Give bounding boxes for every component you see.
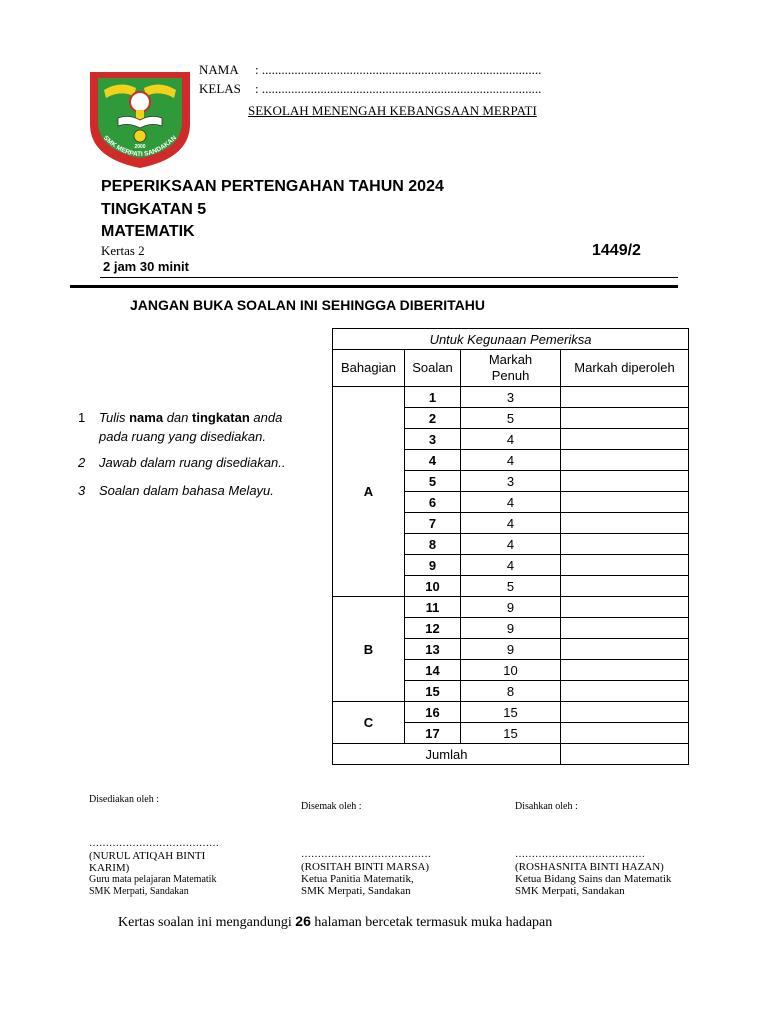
logo-year: 2000	[134, 144, 146, 150]
full-marks: 3	[461, 471, 561, 492]
question-number: 4	[405, 450, 461, 471]
marks-obtained-cell[interactable]	[561, 681, 689, 702]
divider-thin	[100, 277, 678, 278]
school-logo	[84, 66, 196, 170]
full-marks: 4	[461, 429, 561, 450]
marks-obtained-cell[interactable]	[561, 660, 689, 681]
warning-notice: JANGAN BUKA SOALAN INI SEHINGGA DIBERITAHU	[130, 297, 485, 313]
subject-title: MATEMATIK	[101, 223, 195, 240]
total-row	[333, 744, 689, 765]
instruction-number: 2	[78, 455, 86, 470]
section-label: A	[333, 387, 405, 597]
full-marks: 15	[461, 702, 561, 723]
question-number: 6	[405, 492, 461, 513]
section-label: C	[333, 702, 405, 744]
signature-line: …………………………………	[301, 849, 431, 860]
question-number: 8	[405, 534, 461, 555]
full-marks: 10	[461, 660, 561, 681]
header-marks-obtained: Markah diperoleh	[561, 350, 689, 387]
signatory-org: SMK Merpati, Sandakan	[515, 885, 625, 897]
question-number: 1	[405, 387, 461, 408]
marks-obtained-cell[interactable]	[561, 639, 689, 660]
full-marks: 4	[461, 492, 561, 513]
examiner-marks-table	[332, 328, 689, 765]
marks-obtained-cell[interactable]	[561, 555, 689, 576]
question-number: 12	[405, 618, 461, 639]
signature-line: …………………………………	[515, 849, 645, 860]
form-level: TINGKATAN 5	[101, 201, 207, 218]
signature-heading: Disediakan oleh :	[89, 794, 159, 805]
marks-obtained-cell[interactable]	[561, 408, 689, 429]
logo-gear	[134, 130, 146, 142]
marks-obtained-cell[interactable]	[561, 597, 689, 618]
signatory-name: (NURUL ATIQAH BINTI KARIM)	[89, 850, 206, 874]
full-marks: 15	[461, 723, 561, 744]
marks-obtained-cell[interactable]	[561, 387, 689, 408]
table-row	[333, 597, 689, 618]
table-caption: Untuk Kegunaan Pemeriksa	[333, 329, 689, 350]
exam-duration: 2 jam 30 minit	[103, 259, 189, 274]
question-number: 10	[405, 576, 461, 597]
full-marks: 5	[461, 576, 561, 597]
instruction-2: 2 Jawab dalam ruang disediakan..	[78, 455, 286, 470]
signature-heading: Disemak oleh :	[301, 801, 362, 812]
school-name: SEKOLAH MENENGAH KEBANGSAAN MERPATI	[248, 103, 537, 118]
page-count-footer: Kertas soalan ini mengandungi 26 halaman bercetak termasuk muka hadapan	[118, 913, 553, 930]
marks-obtained-cell[interactable]	[561, 513, 689, 534]
full-marks: 9	[461, 639, 561, 660]
full-marks: 9	[461, 618, 561, 639]
question-number: 2	[405, 408, 461, 429]
signature-reviewed	[301, 801, 431, 897]
question-number: 17	[405, 723, 461, 744]
full-marks: 4	[461, 450, 561, 471]
question-number: 11	[405, 597, 461, 618]
marks-obtained-cell[interactable]	[561, 534, 689, 555]
question-number: 15	[405, 681, 461, 702]
table-row	[333, 702, 689, 723]
question-number: 5	[405, 471, 461, 492]
marks-obtained-cell[interactable]	[561, 723, 689, 744]
name-separator: :	[255, 62, 259, 77]
full-marks: 3	[461, 387, 561, 408]
signature-prepared	[89, 794, 229, 898]
instruction-1: 1 Tulis nama dan tingkatan anda pada ruang yang disediakan.	[78, 410, 283, 444]
total-marks-cell[interactable]	[561, 744, 689, 765]
marks-obtained-cell[interactable]	[561, 429, 689, 450]
signatory-org: SMK Merpati, Sandakan	[301, 885, 411, 897]
signatory-role: Guru mata pelajaran Matematik	[89, 874, 217, 885]
divider-thick	[70, 285, 678, 288]
signatory-role: Ketua Panitia Matematik,	[301, 873, 414, 885]
logo-emblem	[130, 92, 150, 112]
marks-obtained-cell[interactable]	[561, 576, 689, 597]
signatory-name: (ROSITAH BINTI MARSA)	[301, 861, 430, 873]
question-number: 13	[405, 639, 461, 660]
marks-obtained-cell[interactable]	[561, 618, 689, 639]
full-marks: 8	[461, 681, 561, 702]
question-number: 14	[405, 660, 461, 681]
signature-line: …………………………………	[89, 838, 219, 849]
logo-arc-text: SMK MERPATI SANDAKAN	[101, 134, 179, 159]
paper-code: 1449/2	[592, 242, 641, 259]
table-row	[333, 387, 689, 408]
signatory-role: Ketua Bidang Sains dan Matematik	[515, 873, 672, 885]
marks-obtained-cell[interactable]	[561, 702, 689, 723]
signatory-name: (ROSHASNITA BINTI HAZAN)	[515, 861, 664, 873]
class-separator: :	[255, 81, 259, 96]
marks-obtained-cell[interactable]	[561, 471, 689, 492]
name-field[interactable]	[199, 62, 541, 78]
signatory-org: SMK Merpati, Sandakan	[89, 886, 189, 897]
signature-heading: Disahkan oleh :	[515, 801, 578, 812]
question-number: 3	[405, 429, 461, 450]
page-count: 26	[295, 913, 311, 929]
paper-number: Kertas 2	[101, 243, 145, 258]
header-question: Soalan	[405, 350, 461, 387]
full-marks: 5	[461, 408, 561, 429]
section-label: B	[333, 597, 405, 702]
instruction-3: 3 Soalan dalam bahasa Melayu.	[78, 483, 274, 498]
marks-obtained-cell[interactable]	[561, 450, 689, 471]
question-number: 7	[405, 513, 461, 534]
instruction-number: 1	[78, 410, 86, 425]
question-number: 9	[405, 555, 461, 576]
marks-obtained-cell[interactable]	[561, 492, 689, 513]
question-number: 16	[405, 702, 461, 723]
full-marks: 4	[461, 555, 561, 576]
header-section: Bahagian	[333, 350, 405, 387]
signature-approved	[515, 801, 671, 897]
total-label: Jumlah	[333, 744, 561, 765]
instruction-number: 3	[78, 483, 86, 498]
full-marks: 4	[461, 534, 561, 555]
exam-title: PEPERIKSAAN PERTENGAHAN TAHUN 2024	[101, 178, 444, 195]
class-blank: ......................................................................................	[261, 81, 542, 96]
header-full-marks: Markah Penuh	[461, 350, 561, 387]
name-label: NAMA	[199, 62, 239, 77]
class-label: KELAS	[199, 81, 241, 96]
full-marks: 4	[461, 513, 561, 534]
full-marks: 9	[461, 597, 561, 618]
name-blank: ......................................................................................	[261, 62, 542, 77]
class-field[interactable]	[199, 81, 541, 97]
